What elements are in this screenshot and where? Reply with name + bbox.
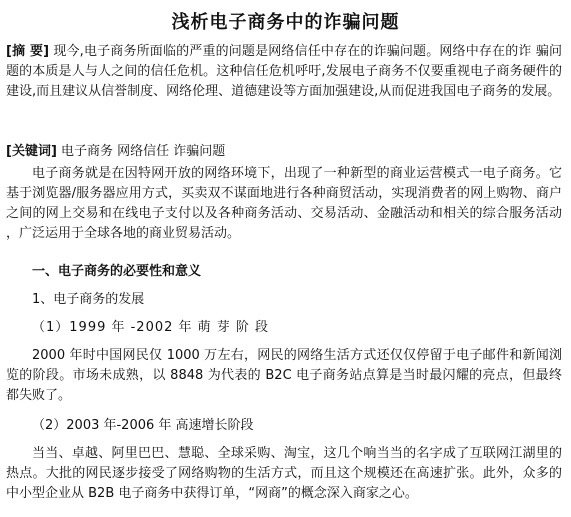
stage2-heading: （2）2003 年-2006 年 高速增长阶段 bbox=[32, 418, 254, 433]
stage2-paragraph: 当当、卓越、阿里巴巴、慧聪、全球采购、淘宝，这几个响当当的名字成了互联网江湖里的热点。大批的网民逐步接受了网络购物的生活方式，而且这个规模还在高速扩张。此外，众多的中小型企业从 B2B 电子商务中获得订单，“网商”的概念深入商家之心。 bbox=[6, 446, 562, 501]
abstract-paragraph bbox=[6, 42, 562, 102]
keywords-text: 电子商务 网络信任 诈骗问题 bbox=[61, 144, 226, 159]
stage1-heading: （1）1999 年 -2002 年 萌 芽 阶 段 bbox=[32, 320, 270, 335]
section-heading: 一、电子商务的必要性和意义 bbox=[32, 264, 202, 279]
intro-paragraph: 电子商务就是在因特网开放的网络环境下，出现了一种新型的商业运营模式一电子商务。它基于浏览器/服务器应用方式，买卖双不谋面地进行各种商贸活动，实现消费者的网上购物、商户之间的网上交易和在线电子支付以及各种商务活动、交易活动、金融活动和相关的综合服务活动 ，广泛运用于全球各地的商业贸易活动。 bbox=[6, 166, 562, 241]
abstract-label: [摘 要] bbox=[6, 44, 50, 59]
keywords-label: [关键词] bbox=[6, 144, 57, 159]
article-title: 浅析电子商务中的诈骗问题 bbox=[171, 12, 400, 33]
subsection-heading: 1、电子商务的发展 bbox=[32, 292, 145, 307]
keywords-line bbox=[6, 142, 562, 162]
abstract-text: 现今,电子商务所面临的严重的问题是网络信任中存在的诈骗问题。网络中存在的诈 骗问题的本质是人与人之间的信任危机。这种信任危机呼吁,发展电子商务不仅要重视电子商务硬件的建设,而且建议从信誉制度、网络伦理、道德建设等方面加强建设,从而促进我国电子商务的发展。 bbox=[6, 44, 562, 99]
stage1-paragraph: 2000 年时中国网民仅 1000 万左右，网民的网络生活方式还仅仅停留于电子邮件和新闻浏览的阶段。市场未成熟，以 8848 为代表的 B2C 电子商务站点算是当时最闪耀的亮点，但最终都失败了。 bbox=[6, 348, 562, 403]
